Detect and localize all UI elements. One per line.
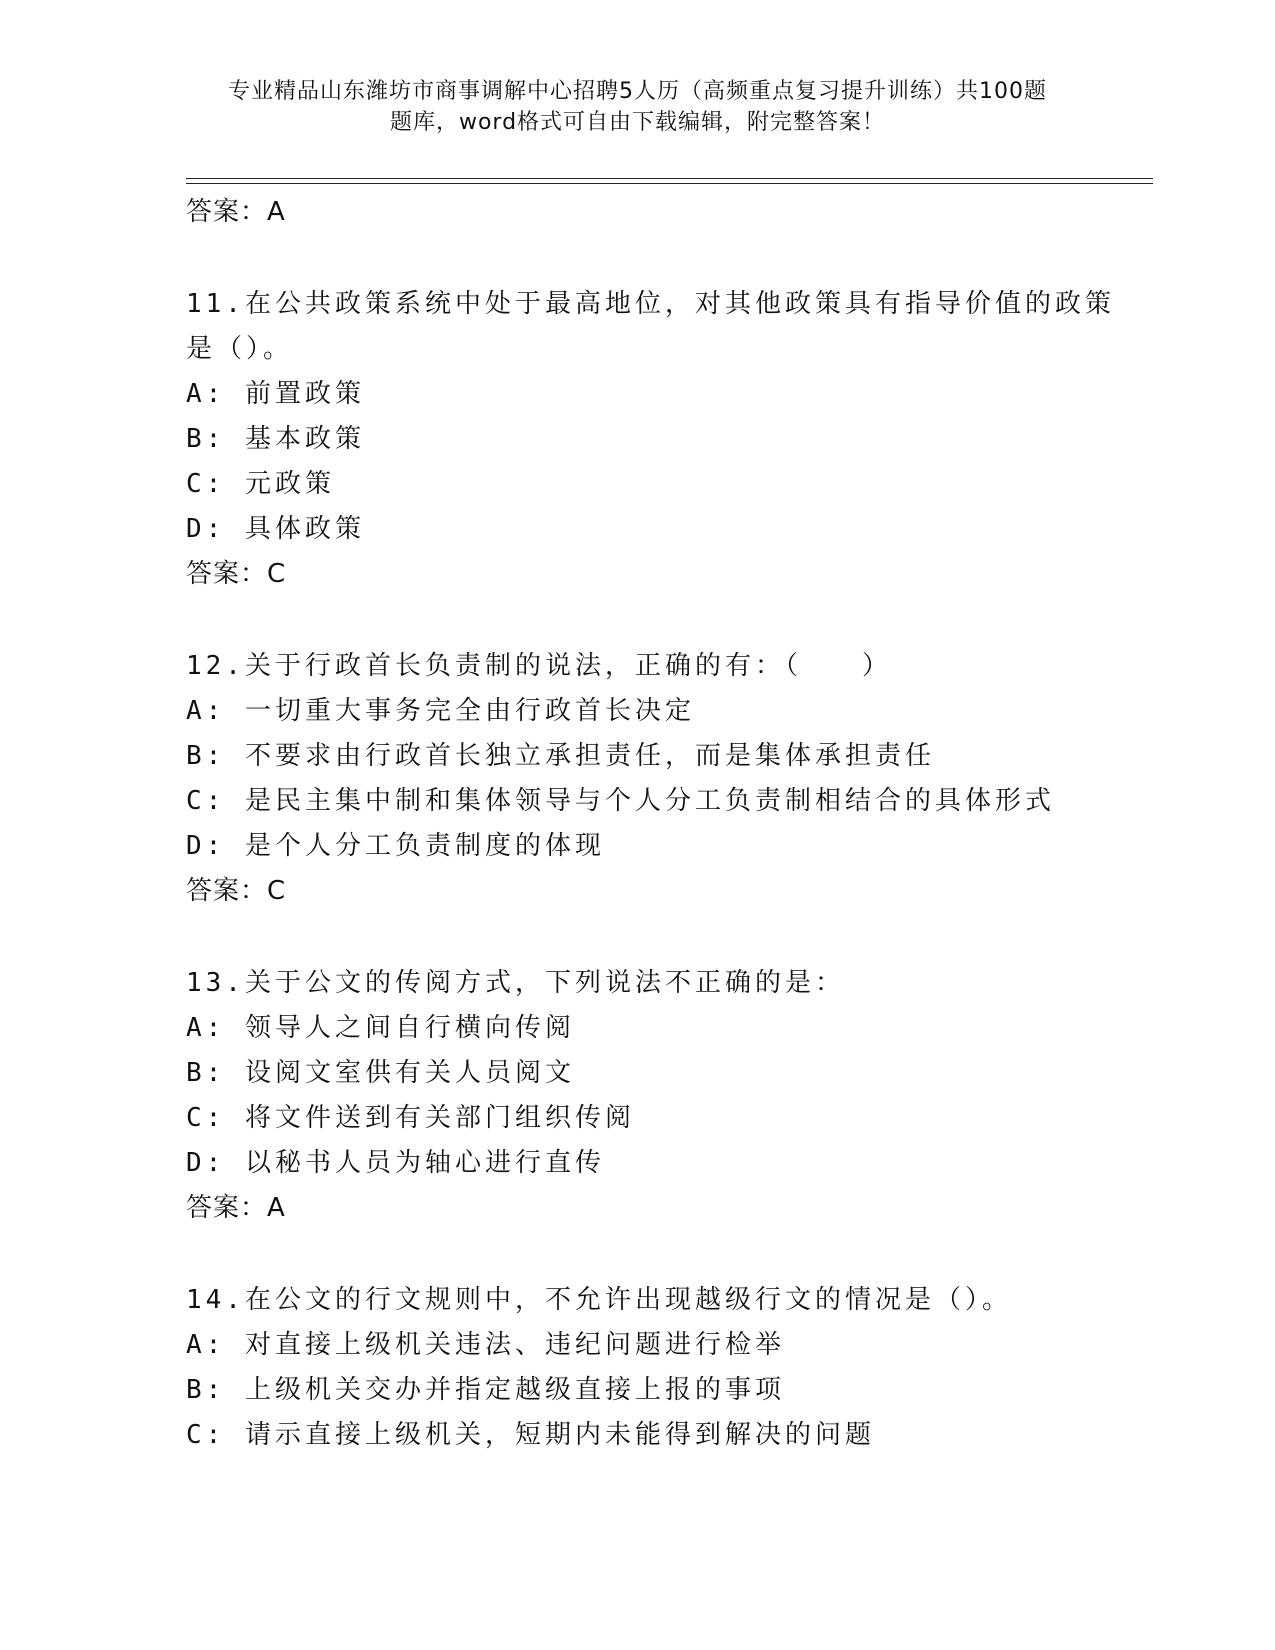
question-stem-line: 11.在公共政策系统中处于最高地位，对其他政策具有指导价值的政策 xyxy=(186,289,1115,319)
document-header xyxy=(0,76,1275,138)
option-b: B: 上级机关交办并指定越级直接上报的事项 xyxy=(186,1375,785,1405)
answer-line: 答案：A xyxy=(186,197,286,227)
question-stem xyxy=(186,282,1146,372)
option-b: B: 不要求由行政首长独立承担责任，而是集体承担责任 xyxy=(186,741,935,771)
option-c: C: 将文件送到有关部门组织传阅 xyxy=(186,1103,635,1133)
option-a: A: 前置政策 xyxy=(186,379,365,409)
header-rule-top xyxy=(186,178,1153,179)
option-a: A: 领导人之间自行横向传阅 xyxy=(186,1013,575,1043)
option-d: D: 是个人分工负责制度的体现 xyxy=(186,831,605,861)
option-a: A: 一切重大事务完全由行政首长决定 xyxy=(186,696,695,726)
option-c: C: 是民主集中制和集体领导与个人分工负责制相结合的具体形式 xyxy=(186,786,1055,816)
option-b: B: 基本政策 xyxy=(186,424,365,454)
question-14 xyxy=(186,1278,1146,1458)
question-13 xyxy=(186,961,1146,1231)
question-11 xyxy=(186,282,1146,597)
option-d: D: 以秘书人员为轴心进行直传 xyxy=(186,1148,605,1178)
document-body xyxy=(186,190,1146,1458)
header-rule-bottom xyxy=(186,183,1153,184)
option-d: D: 具体政策 xyxy=(186,514,365,544)
question-stem: 14.在公文的行文规则中，不允许出现越级行文的情况是（）。 xyxy=(186,1285,1012,1315)
option-c: C: 元政策 xyxy=(186,469,335,499)
option-b: B: 设阅文室供有关人员阅文 xyxy=(186,1058,575,1088)
option-a: A: 对直接上级机关违法、违纪问题进行检举 xyxy=(186,1330,785,1360)
question-stem: 12.关于行政首长负责制的说法，正确的有：（ ） xyxy=(186,651,892,681)
header-title-line2: 题库，word格式可自由下载编辑，附完整答案！ xyxy=(389,110,886,135)
question-12 xyxy=(186,644,1146,914)
question-stem: 13.关于公文的传阅方式，下列说法不正确的是： xyxy=(186,968,845,998)
answer-line: 答案：C xyxy=(186,559,287,589)
question-stem-line: 是（）。 xyxy=(186,334,294,364)
option-c: C: 请示直接上级机关，短期内未能得到解决的问题 xyxy=(186,1420,875,1450)
answer-line: 答案：C xyxy=(186,876,287,906)
answer-line: 答案：A xyxy=(186,1193,286,1223)
header-title-line1: 专业精品山东潍坊市商事调解中心招聘5人历（高频重点复习提升训练）共100题 xyxy=(228,79,1047,104)
